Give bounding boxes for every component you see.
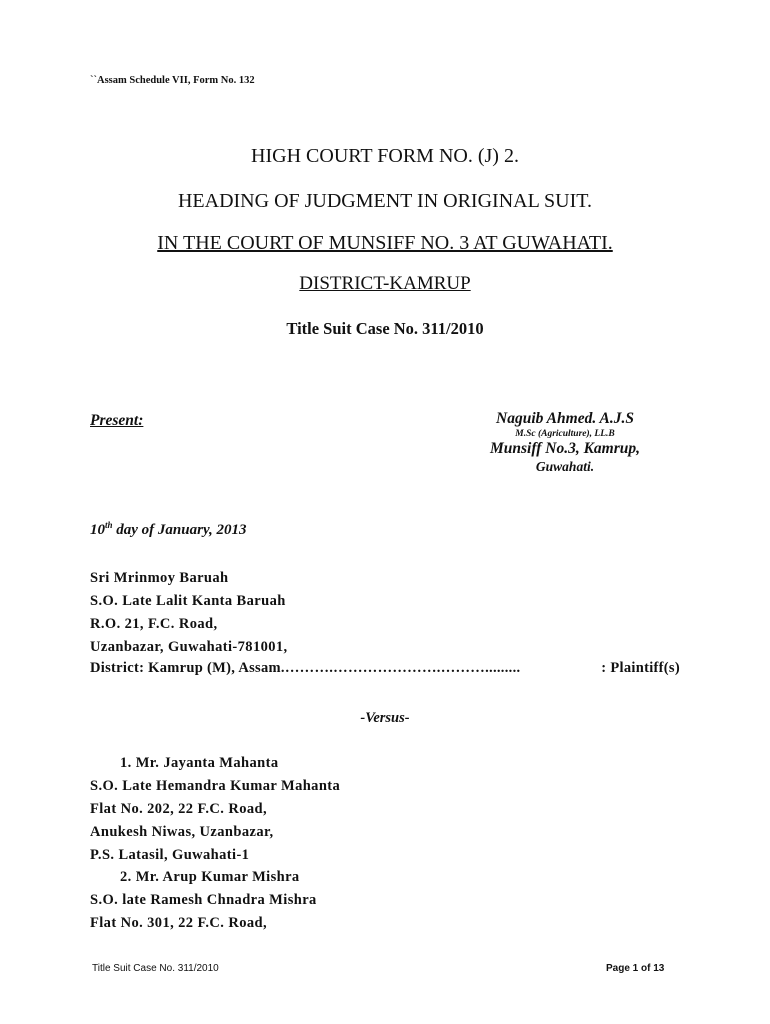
form-reference: ``Assam Schedule VII, Form No. 132 xyxy=(90,75,255,86)
plaintiff-line: S.O. Late Lalit Kanta Baruah xyxy=(90,593,286,609)
defendant-line: S.O. late Ramesh Chnadra Mishra xyxy=(90,892,317,908)
present-label: Present: xyxy=(90,412,144,429)
case-number: Title Suit Case No. 311/2010 xyxy=(286,319,484,338)
plaintiff-district: District: Kamrup (M), Assam.……….………………….………......... xyxy=(90,660,521,676)
defendant-line: P.S. Latasil, Guwahati-1 xyxy=(90,847,250,863)
plaintiff-district-line xyxy=(90,660,680,677)
versus-label: -Versus- xyxy=(360,710,410,726)
district-name: DISTRICT-KAMRUP xyxy=(299,273,471,294)
plaintiff-tag: : Plaintiff(s) xyxy=(601,660,680,676)
defendant-line: Flat No. 301, 22 F.C. Road, xyxy=(90,915,268,931)
defendant-1-name: 1. Mr. Jayanta Mahanta xyxy=(120,755,279,771)
judge-qualification: M.Sc (Agriculture), LL.B xyxy=(515,429,615,439)
plaintiff-line: R.O. 21, F.C. Road, xyxy=(90,616,218,632)
defendant-2-name: 2. Mr. Arup Kumar Mishra xyxy=(120,869,300,885)
judge-post: Munsiff No.3, Kamrup, xyxy=(489,440,641,457)
judgment-date xyxy=(90,520,247,539)
date-day: 10 xyxy=(90,522,105,538)
defendant-line: S.O. Late Hemandra Kumar Mahanta xyxy=(90,778,341,794)
date-rest: day of January, 2013 xyxy=(112,522,247,538)
court-name: IN THE COURT OF MUNSIFF NO. 3 AT GUWAHATI. xyxy=(157,232,613,254)
judgment-heading: HEADING OF JUDGMENT IN ORIGINAL SUIT. xyxy=(177,190,593,212)
defendant-line: Flat No. 202, 22 F.C. Road, xyxy=(90,801,268,817)
judge-place: Guwahati. xyxy=(535,459,595,474)
judge-name: Naguib Ahmed. A.J.S xyxy=(496,410,634,427)
plaintiff-line: Uzanbazar, Guwahati-781001, xyxy=(90,639,288,655)
footer-page-number: Page 1 of 13 xyxy=(606,963,665,974)
footer-case-number: Title Suit Case No. 311/2010 xyxy=(92,963,219,974)
plaintiff-line: Sri Mrinmoy Baruah xyxy=(90,570,229,586)
date-suffix: th xyxy=(105,520,113,530)
form-title: HIGH COURT FORM NO. (J) 2. xyxy=(251,145,519,167)
defendant-line: Anukesh Niwas, Uzanbazar, xyxy=(90,824,274,840)
judge-block xyxy=(465,410,665,475)
